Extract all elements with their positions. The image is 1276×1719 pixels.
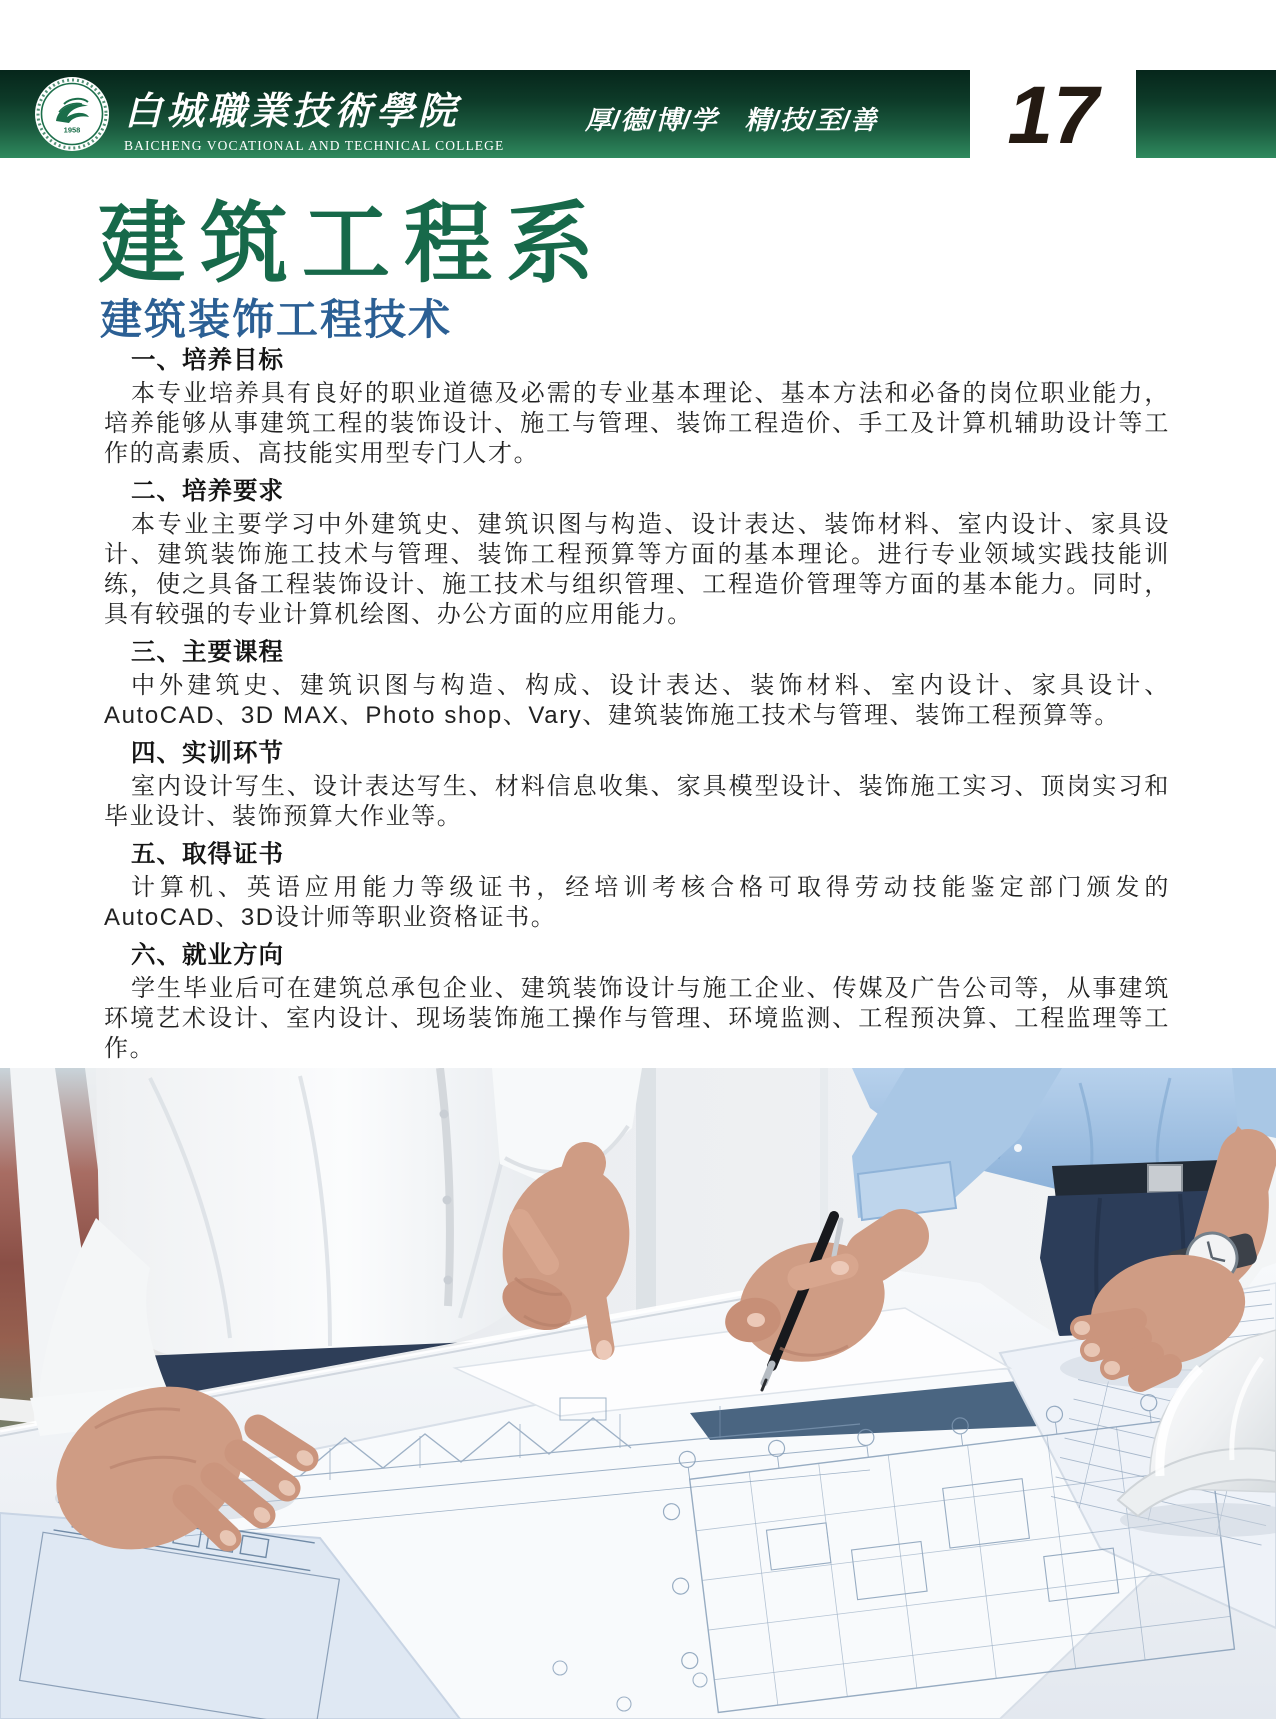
belt-buckle — [1148, 1165, 1182, 1192]
section-body: 本专业主要学习中外建筑史、建筑识图与构造、设计表达、装饰材料、室内设计、家具设计、建筑装饰施工技术与管理、装饰工程预算等方面的基本理论。进行专业领域实践技能训练，使之具备工程装饰设计、施工技术与组织管理、工程造价管理等方面的基本能力。同时，具有较强的专业计算机绘图、办公方面的应用能力。 — [104, 511, 1170, 628]
photo-canvas — [0, 1068, 1276, 1719]
section-heading: 四、实训环节 — [131, 740, 284, 767]
section-employment — [104, 941, 1170, 1064]
index-finger — [592, 1280, 603, 1348]
section-body: 学生毕业后可在建筑总承包企业、建筑装饰设计与施工企业、传媒及广告公司等，从事建筑环境艺术设计、室内设计、现场装饰施工操作与管理、环境监测、工程预决算、工程监理等工作。 — [104, 975, 1170, 1062]
wall-corner-trim — [636, 1068, 656, 1328]
section-body: 计算机、英语应用能力等级证书，经培训考核合格可取得劳动技能鉴定部门颁发的AutoCAD、3D设计师等职业资格证书。 — [104, 874, 1170, 931]
major-description — [104, 346, 1170, 1064]
shirt-button — [440, 1110, 449, 1119]
section-body: 室内设计写生、设计表达写生、材料信息收集、家具模型设计、装饰施工实习、顶岗实习和毕业设计、装饰预算大作业等。 — [104, 773, 1170, 830]
fingernail — [831, 1261, 849, 1275]
section-training-objectives — [104, 346, 1170, 469]
college-name-block — [124, 80, 504, 154]
forearm-near — [872, 1236, 902, 1256]
college-name-zh: 白城職業技術學院 — [124, 91, 461, 133]
shirt-button — [443, 1196, 452, 1205]
section-heading: 六、就业方向 — [131, 942, 284, 969]
header-green-bar — [0, 70, 970, 158]
section-training-requirements — [104, 477, 1170, 630]
fingernail — [1074, 1321, 1090, 1335]
fingernail — [596, 1340, 612, 1360]
college-logo — [34, 76, 110, 152]
section-body: 中外建筑史、建筑识图与构造、构成、设计表达、装饰材料、室内设计、家具设计、AutoCAD、3D MAX、Photo shop、Vary、建筑装饰施工技术与管理、装饰工程预算等。 — [104, 672, 1170, 729]
header-green-bar-right — [1136, 70, 1276, 158]
college-logo-emblem — [34, 76, 110, 152]
college-motto: 厚/德/博/学 精/技/至/善 — [585, 105, 878, 135]
section-practical-training — [104, 739, 1170, 832]
major-title: 建筑装饰工程技术 — [100, 296, 453, 343]
fingernail — [747, 1313, 765, 1327]
shirt-button — [1014, 1144, 1022, 1152]
department-title: 建筑工程系 — [98, 194, 609, 293]
fingernail — [1084, 1343, 1100, 1357]
section-main-courses — [104, 638, 1170, 731]
photo-blueprint-meeting — [0, 1068, 1276, 1719]
section-heading: 五、取得证书 — [131, 841, 284, 868]
section-body: 本专业培养具有良好的职业道德及必需的专业基本理论、基本方法和必备的岗位职业能力，培养能够从事建筑工程的装饰设计、施工与管理、装饰工程造价、手工及计算机辅助设计等工作的高素质、高技能实用型专门人才。 — [104, 380, 1170, 467]
section-heading: 三、主要课程 — [131, 639, 284, 666]
shirt-button — [444, 1276, 453, 1285]
college-name-en: BAICHENG VOCATIONAL AND TECHNICAL COLLEGE — [124, 138, 505, 153]
page-number: 17 — [1007, 70, 1099, 161]
section-heading: 二、培养要求 — [131, 478, 284, 505]
section-certificates — [104, 840, 1170, 933]
section-heading: 一、培养目标 — [131, 347, 284, 374]
fingernail — [1104, 1361, 1120, 1375]
logo-year: 1958 — [63, 125, 81, 135]
